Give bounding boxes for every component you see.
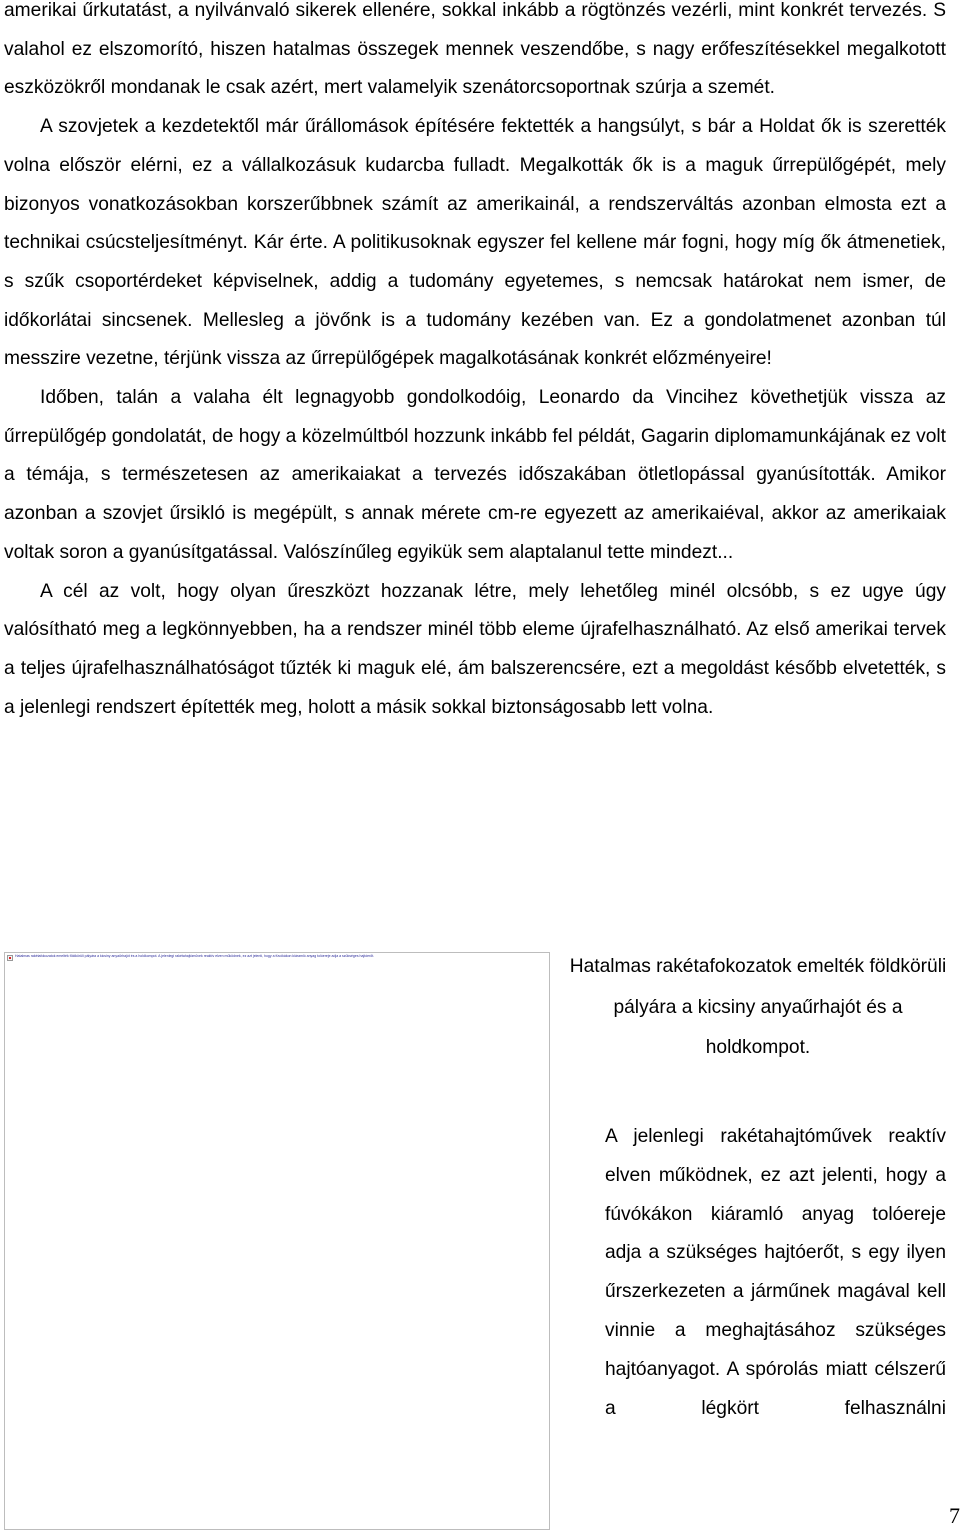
paragraph-3: Időben, talán a valaha élt legnagyobb gondolkodóig, Leonardo da Vincihez követhetjük vissza az űrrepülőgép gondolatát, de hogy a közelmúltból hozzunk inkább fel példát, Gagarin diplomamunkájának ez volt a témája, s természetesen az amerikaiakat a tervezés időszakában ötletlopással gyanúsították. Amikor azonban a szovjet űrsikló is megépült, s annak mérete cm-re egyezett az amerikaiéval, akkor az amerikaiak voltak soron a gyanúsítgatással. Valószínűleg egyikük sem alaptalanul tette mindezt...: [4, 387, 946, 563]
side-paragraph: [569, 1118, 946, 1428]
image-alt-text: Hatalmas rakétafokozatok emelték földkörüli pályára a kicsiny anyaűrhajót és a holdkompot. A jelenlegi rakétahajtóművek reaktív elven működnek, ez azt jelenti, hogy a fúvókákon kiáramló anyag tolóereje adja a szükséges hajtóerőt.: [15, 954, 375, 958]
paragraph-1: amerikai űrkutatást, a nyilvánvaló sikerek ellenére, sokkal inkább a rögtönzés vezérli, mint konkrét tervezés. S valahol ez elszomorító, hiszen hatalmas összegek mennek veszendőbe, s nagy erőfeszítésekkel megalkotott eszközökről mondanak le csak azért, mert valamelyik szenátorcsoportnak szúrja a szemét.: [4, 0, 946, 99]
side-paragraph-text: A jelenlegi rakétahajtóművek reaktív elven működnek, ez azt jelenti, hogy a fúvókákon kiáramló anyag tolóereje adja a szükséges hajtóerőt, s egy ilyen űrszerkezeten a járműnek magával kell vinnie a meghajtásához szükséges hajtóanyagot. A spórolás miatt célszerű a légkört felhasználni: [605, 1126, 946, 1419]
image-placeholder: [4, 952, 550, 1530]
paragraph-4: A cél az volt, hogy olyan űreszközt hozzanak létre, mely lehetőleg minél olcsóbb, s ez ugye úgy valósítható meg a legkönnyebben, ha a rendszer minél több eleme újrafelhasználható. Az első amerikai tervek a teljes újrafelhasználhatóságot tűzték ki maguk elé, ám balszerencsére, ezt a megoldást később elvetették, s a jelenlegi rendszert építették meg, holott a másik sokkal biztonságosabb lett volna.: [4, 580, 946, 718]
page-number: 7: [949, 1503, 960, 1528]
paragraph-2: A szovjetek a kezdetektől már űrállomások építésére fektették a hangsúlyt, s bár a Holdat ők is szerették volna először elérni, ez a vállalkozásuk kudarcba fulladt. Megalkották ők is a maguk űrrepülőgépét, mely bizonyos vonatkozásokban korszerűbbnek számít az amerikainál, a rendszerváltás azonban elmosta ezt a technikai csúcsteljesítményt. Kár érte. A politikusoknak egyszer fel kellene már fogni, hogy míg ők átmenetiek, s szűk csoportérdeket képviselnek, addig a tudomány egyetemes, s nemcsak határokat nem ismer, de időkorlátai sincsenek. Mellesleg a jövőnk is a tudomány kezében van. Ez a gondolatmenet azonban túl messzire vezetne, térjünk vissza az űrrepülőgépek magalkotásának konkrét előzményeire!: [4, 116, 946, 370]
broken-image-icon: [7, 955, 13, 961]
main-text-column: [4, 0, 946, 727]
image-caption: Hatalmas rakétafokozatok emelték földkörüli pályára a kicsiny anyaűrhajót és a holdkompot.: [569, 956, 947, 1058]
